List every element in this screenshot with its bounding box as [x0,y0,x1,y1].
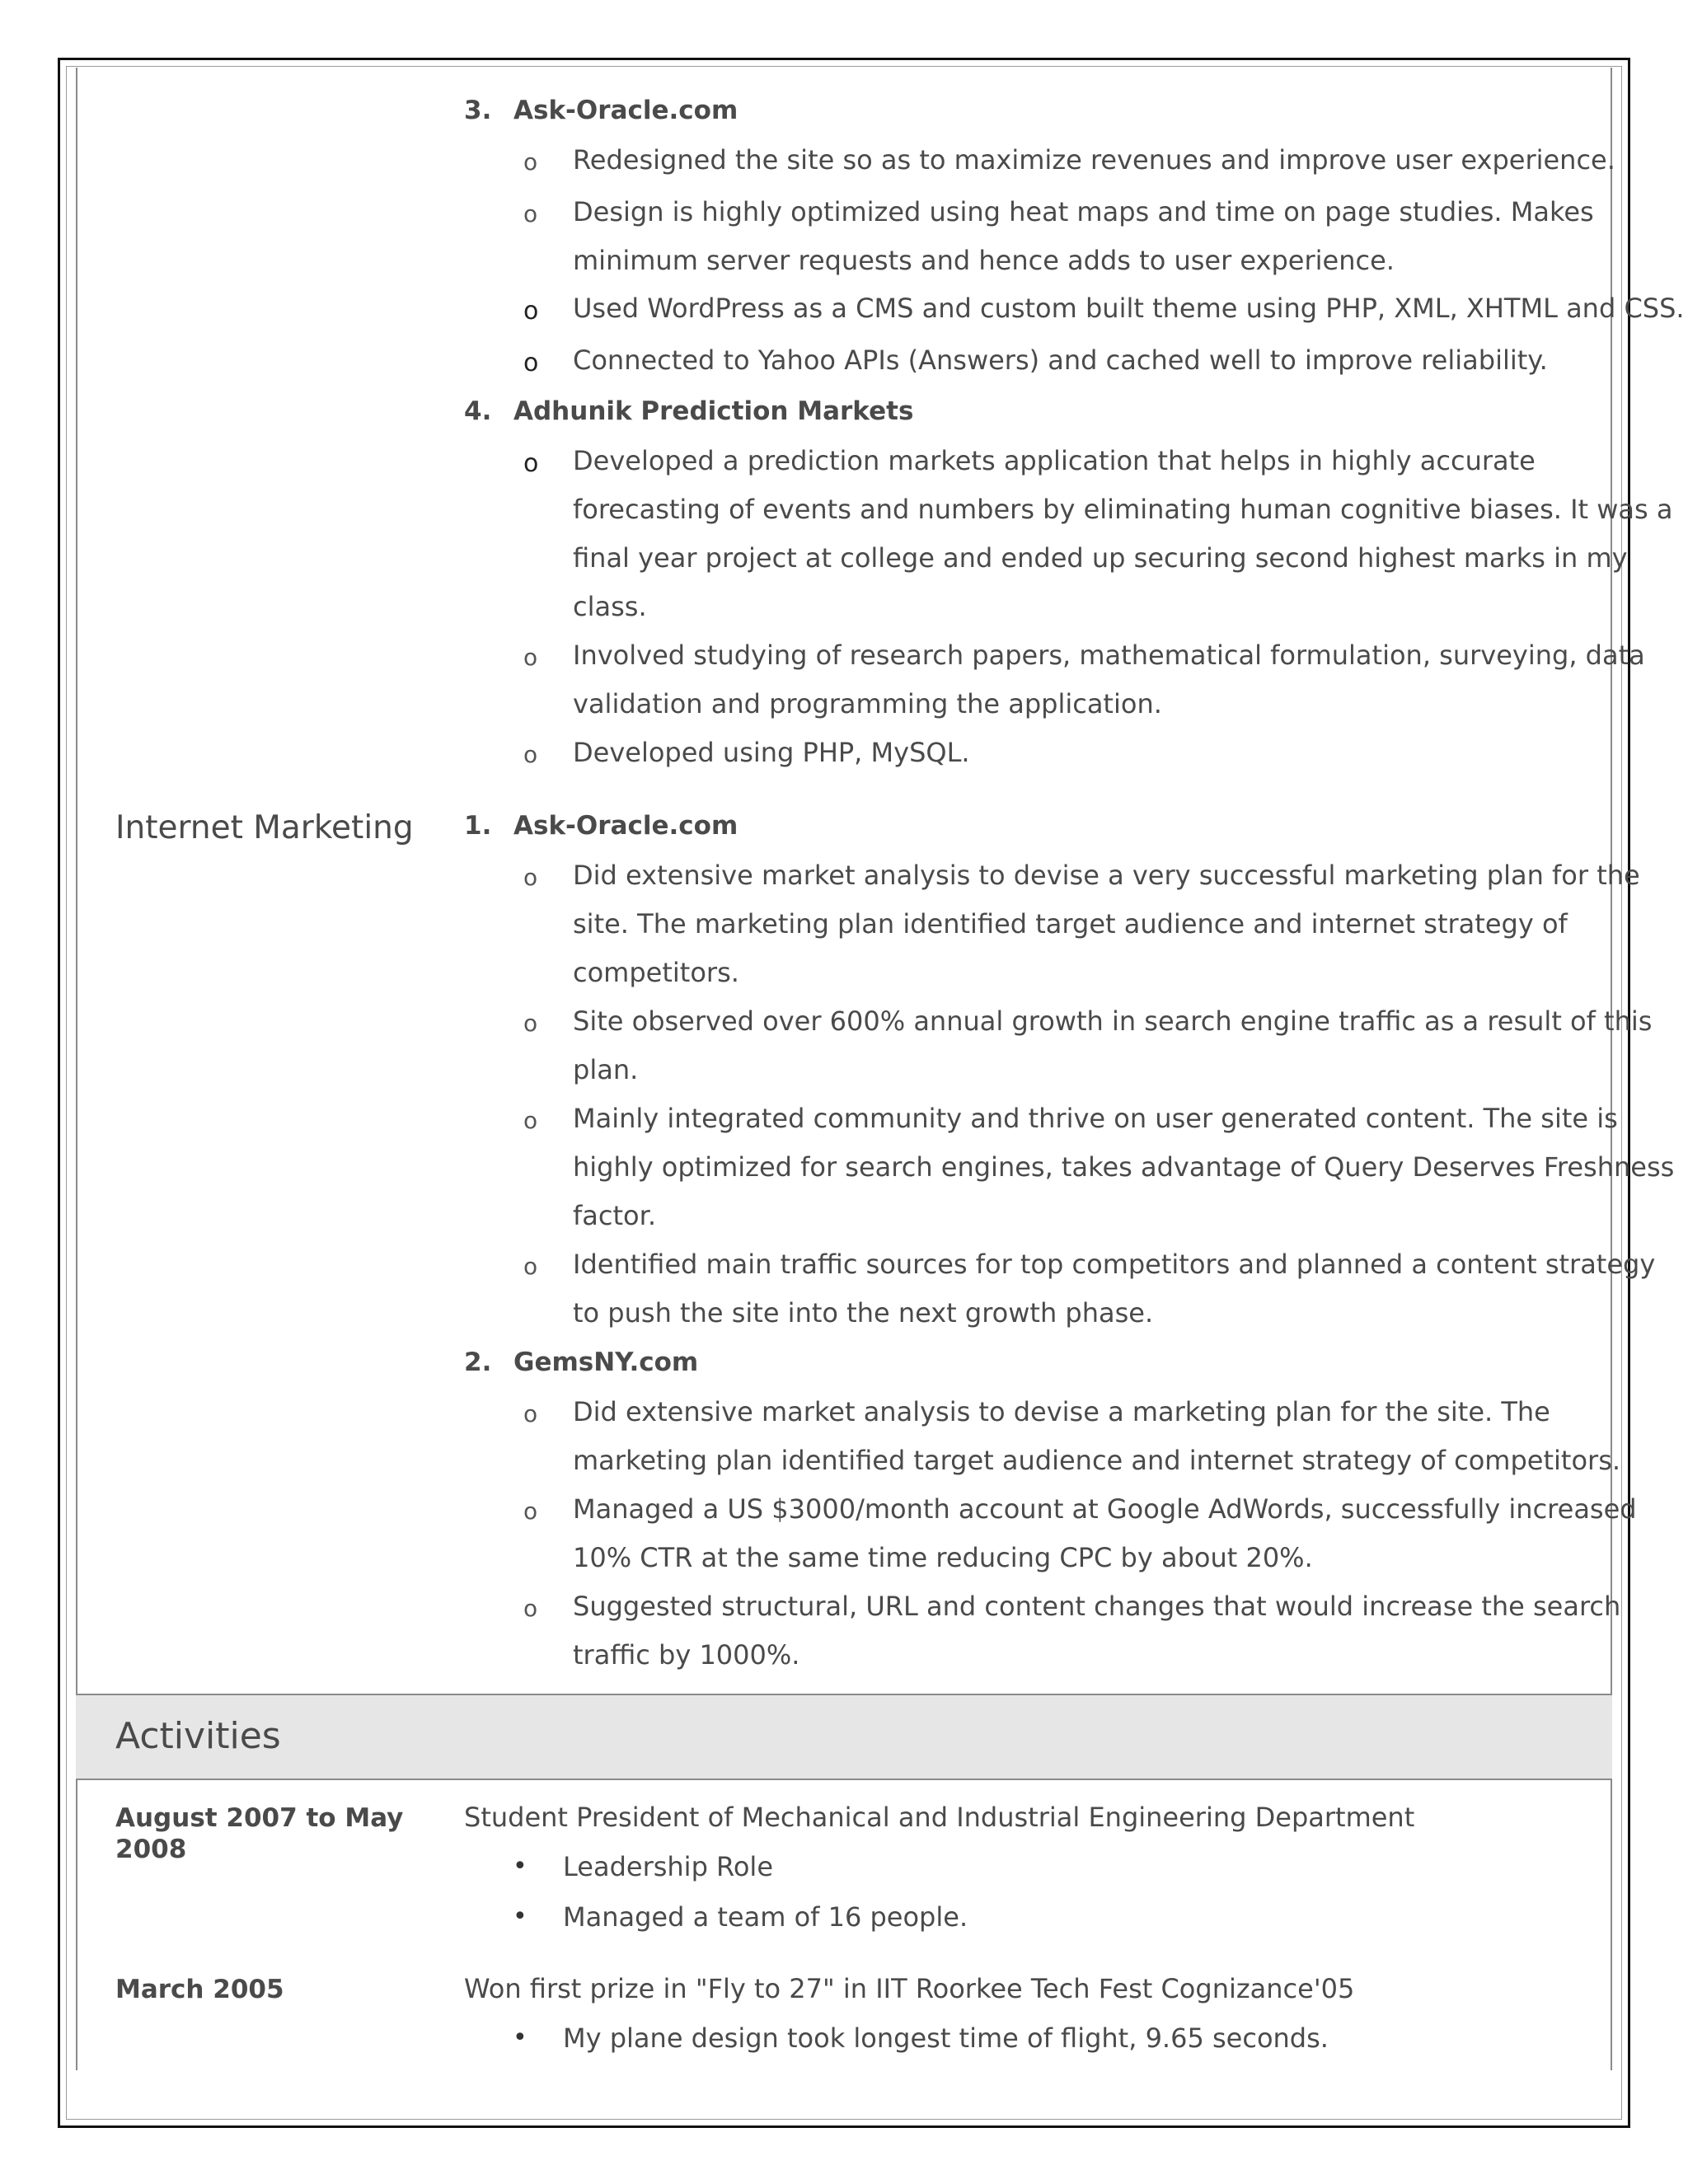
activity-date [115,1802,412,1865]
hollow-bullet-icon: o [523,200,538,227]
bullet-text: highly optimized for search engines, takes advantage of Query Deserves Freshness [573,1151,1675,1183]
bullet-text: Redesigned the site so as to maximize revenues and improve user experience. [573,144,1615,176]
hollow-bullet-icon: o [523,1253,538,1280]
bullet-text: marketing plan identified target audience and internet strategy of competitors. [573,1445,1621,1476]
bullet-text: final year project at college and ended up securing second highest marks in my [573,542,1628,574]
hollow-bullet-icon: o [523,148,538,176]
activity-bullet-text: Leadership Role [563,1851,773,1882]
hollow-bullet-icon: o [523,1400,538,1427]
hollow-bullet-icon: o [523,1010,538,1037]
bullet-text: Mainly integrated community and thrive on user generated content. The site is [573,1103,1618,1134]
activities-section-header [76,1694,1612,1780]
project-heading [464,96,738,125]
project-number: 3. [464,96,492,125]
activity-title: Student President of Mechanical and Industrial Engineering Department [464,1802,1415,1833]
activity-date-line: March 2005 [115,1975,284,2004]
bullet-text: factor. [573,1200,656,1231]
project-heading [464,396,913,426]
bullet-text: forecasting of events and numbers by eliminating human cognitive biases. It was a [573,494,1673,525]
bullet-text: Design is highly optimized using heat maps and time on page studies. Makes [573,196,1594,227]
hollow-bullet-icon: o [523,864,538,891]
bullet-text: competitors. [573,957,739,988]
bullet-text: validation and programming the application. [573,688,1162,719]
project-title: Adhunik Prediction Markets [513,396,914,426]
project-number: 2. [464,1347,492,1377]
project-title: Ask-Oracle.com [513,96,738,125]
activities-heading: Activities [115,1715,281,1757]
project-title: GemsNY.com [513,1347,699,1377]
bullet-text: to push the site into the next growth phase. [573,1297,1154,1329]
project-title: Ask-Oracle.com [513,811,738,841]
activity-date-line: 2008 [115,1835,187,1864]
project-number: 4. [464,396,492,426]
bullet-dot-icon: • [513,1852,528,1881]
bullet-text: Identified main traffic sources for top competitors and planned a content strategy [573,1249,1656,1280]
hollow-bullet-icon: o [523,449,539,478]
hollow-bullet-icon: o [523,1595,538,1622]
hollow-bullet-icon: o [523,644,538,671]
activity-date [115,1974,412,2005]
bullet-text: Used WordPress as a CMS and custom built theme using PHP, XML, XHTML and CSS. [573,293,1685,324]
section-label-internet-marketing: Internet Marketing [115,809,414,846]
bullet-text: plan. [573,1054,639,1085]
bullet-text: traffic by 1000%. [573,1639,800,1671]
bullet-text: 10% CTR at the same time reducing CPC by about 20%. [573,1542,1313,1573]
hollow-bullet-icon: o [523,741,538,768]
bullet-text: Site observed over 600% annual growth in search engine traffic as a result of this [573,1005,1653,1037]
bullet-text: Suggested structural, URL and content changes that would increase the search [573,1591,1621,1622]
hollow-bullet-icon: o [523,349,539,377]
activity-bullet-text: My plane design took longest time of flight, 9.65 seconds. [563,2022,1329,2054]
bullet-dot-icon: • [513,2023,528,2052]
bullet-text: class. [573,591,647,622]
activity-title: Won first prize in "Fly to 27" in IIT Roorkee Tech Fest Cognizance'05 [464,1973,1355,2004]
bullet-text: Did extensive market analysis to devise a very successful marketing plan for the [573,860,1640,891]
bullet-text: Did extensive market analysis to devise a marketing plan for the site. The [573,1396,1550,1427]
hollow-bullet-icon: o [523,1497,538,1525]
project-heading [464,811,738,841]
bullet-text: minimum server requests and hence adds to user experience. [573,245,1395,276]
bullet-text: Involved studying of research papers, mathematical formulation, surveying, data [573,640,1645,671]
bullet-text: Connected to Yahoo APIs (Answers) and cached well to improve reliability. [573,344,1548,376]
hollow-bullet-icon: o [523,1107,538,1134]
bullet-text: Developed a prediction markets application that helps in highly accurate [573,445,1536,476]
project-heading [464,1347,698,1377]
activity-bullet-text: Managed a team of 16 people. [563,1901,968,1933]
project-number: 1. [464,811,492,841]
activity-date-line: August 2007 to May [115,1803,404,1833]
bullet-text: Developed using PHP, MySQL. [573,737,970,768]
bullet-text: Managed a US $3000/month account at Google AdWords, successfully increased [573,1493,1637,1525]
bullet-dot-icon: • [513,1902,528,1931]
hollow-bullet-icon: o [523,297,539,326]
bullet-text: site. The marketing plan identified target audience and internet strategy of [573,908,1568,940]
